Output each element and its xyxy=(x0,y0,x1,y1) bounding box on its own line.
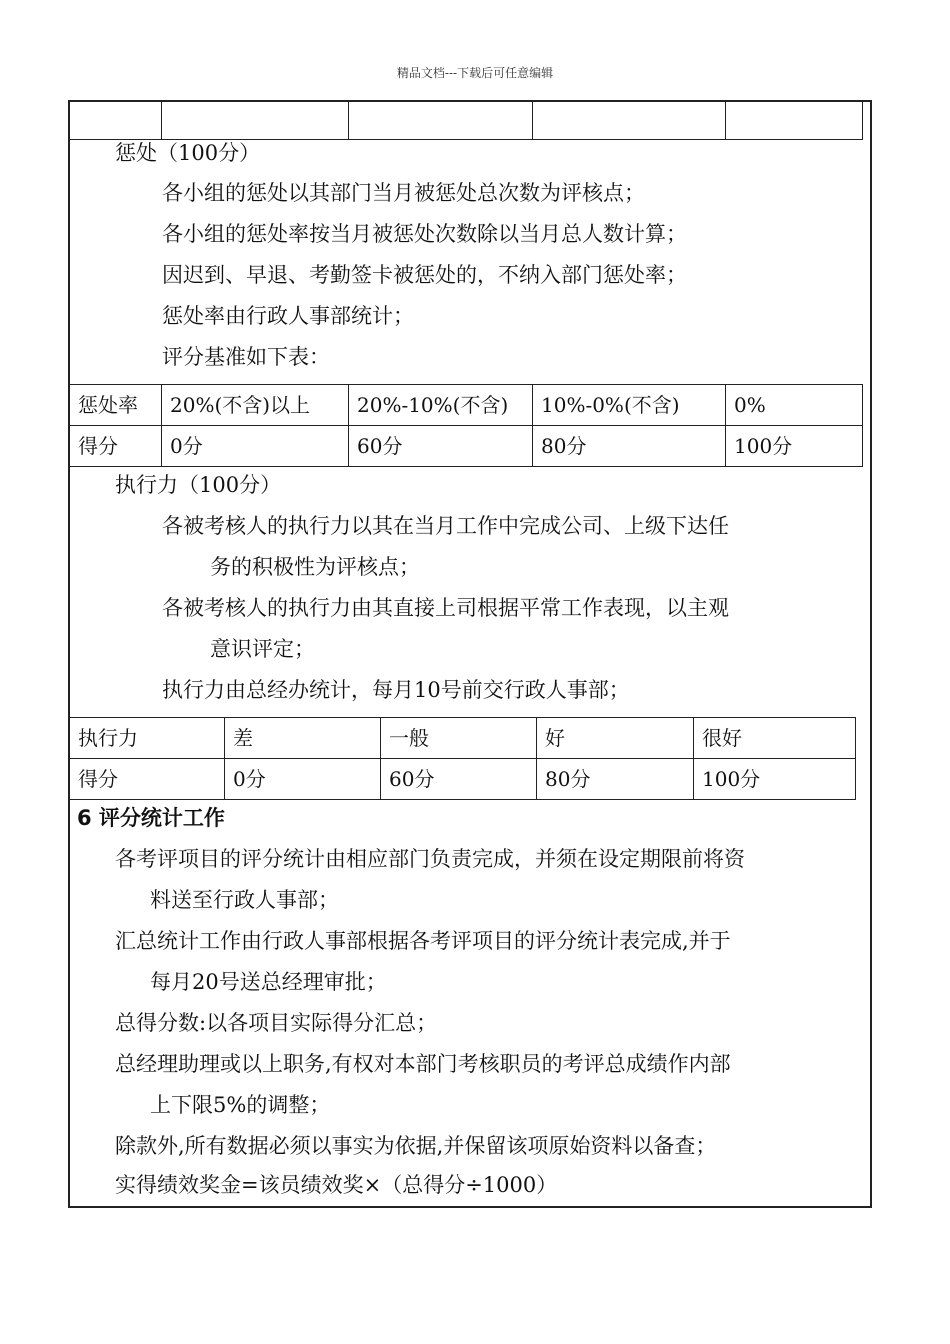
punish-score-table xyxy=(69,384,863,467)
stats-line-1: 各考评项目的评分统计由相应部门负责完成，并须在设定期限前将资 xyxy=(115,847,745,871)
section-title-stats: 6 评分统计工作 xyxy=(77,806,225,830)
empty-cell xyxy=(349,102,533,140)
table-cell: 差 xyxy=(225,718,381,759)
page-header: 精品文档---下载后可任意编辑 xyxy=(396,66,554,80)
table-cell: 很好 xyxy=(694,718,856,759)
table-cell: 好 xyxy=(537,718,694,759)
table-cell: 惩处率 xyxy=(70,385,162,426)
table-cell: 100分 xyxy=(726,426,863,467)
table-cell: 一般 xyxy=(381,718,537,759)
stats-line-8: 除款外,所有数据必须以事实为依据,并保留该项原始资料以备查； xyxy=(115,1134,717,1158)
table-cell: 60分 xyxy=(381,759,537,800)
table-cell: 得分 xyxy=(70,759,225,800)
table-cell: 执行力 xyxy=(70,718,225,759)
stats-line-9: 实得绩效奖金=该员绩效奖×（总得分÷1000） xyxy=(115,1173,558,1197)
table-cell: 0分 xyxy=(225,759,381,800)
stats-line-7: 上下限5%的调整； xyxy=(150,1093,331,1117)
top-empty-table xyxy=(69,101,863,140)
table-cell: 得分 xyxy=(70,426,162,467)
punish-line-1: 各小组的惩处以其部门当月被惩处总次数为评核点； xyxy=(162,181,645,205)
stats-line-5: 总得分数:以各项目实际得分汇总； xyxy=(115,1011,438,1035)
exec-score-table xyxy=(69,717,856,800)
empty-cell xyxy=(726,102,863,140)
section-title-punish: 惩处（100分） xyxy=(115,141,261,165)
table-cell: 0% xyxy=(726,385,863,426)
exec-line-5: 执行力由总经办统计，每月10号前交行政人事部； xyxy=(162,678,630,702)
punish-line-5: 评分基准如下表： xyxy=(162,345,330,369)
table-cell: 100分 xyxy=(694,759,856,800)
punish-line-2: 各小组的惩处率按当月被惩处次数除以当月总人数计算； xyxy=(162,222,687,246)
exec-line-3: 各被考核人的执行力由其直接上司根据平常工作表现，以主观 xyxy=(162,596,729,620)
stats-line-2: 料送至行政人事部； xyxy=(150,888,339,912)
table-row xyxy=(70,718,856,759)
stats-line-3: 汇总统计工作由行政人事部根据各考评项目的评分统计表完成,并于 xyxy=(115,929,731,953)
exec-line-1: 各被考核人的执行力以其在当月工作中完成公司、上级下达任 xyxy=(162,514,729,538)
table-cell: 80分 xyxy=(533,426,726,467)
table-cell: 20%(不含)以上 xyxy=(162,385,349,426)
empty-cell xyxy=(70,102,162,140)
table-row xyxy=(70,385,863,426)
table-cell: 10%-0%(不含) xyxy=(533,385,726,426)
table-cell: 20%-10%(不含) xyxy=(349,385,533,426)
empty-cell xyxy=(162,102,349,140)
table-cell: 80分 xyxy=(537,759,694,800)
section-title-exec: 执行力（100分） xyxy=(115,473,282,497)
stats-line-6: 总经理助理或以上职务,有权对本部门考核职员的考评总成绩作内部 xyxy=(115,1052,731,1076)
empty-cell xyxy=(533,102,726,140)
punish-line-4: 惩处率由行政人事部统计； xyxy=(162,304,414,328)
punish-line-3: 因迟到、早退、考勤签卡被惩处的，不纳入部门惩处率； xyxy=(162,263,687,287)
table-cell: 0分 xyxy=(162,426,349,467)
table-cell: 60分 xyxy=(349,426,533,467)
stats-line-4: 每月20号送总经理审批； xyxy=(150,970,387,994)
exec-line-2: 务的积极性为评核点； xyxy=(210,555,420,579)
table-row xyxy=(70,759,856,800)
table-row xyxy=(70,426,863,467)
exec-line-4: 意识评定； xyxy=(210,637,315,661)
